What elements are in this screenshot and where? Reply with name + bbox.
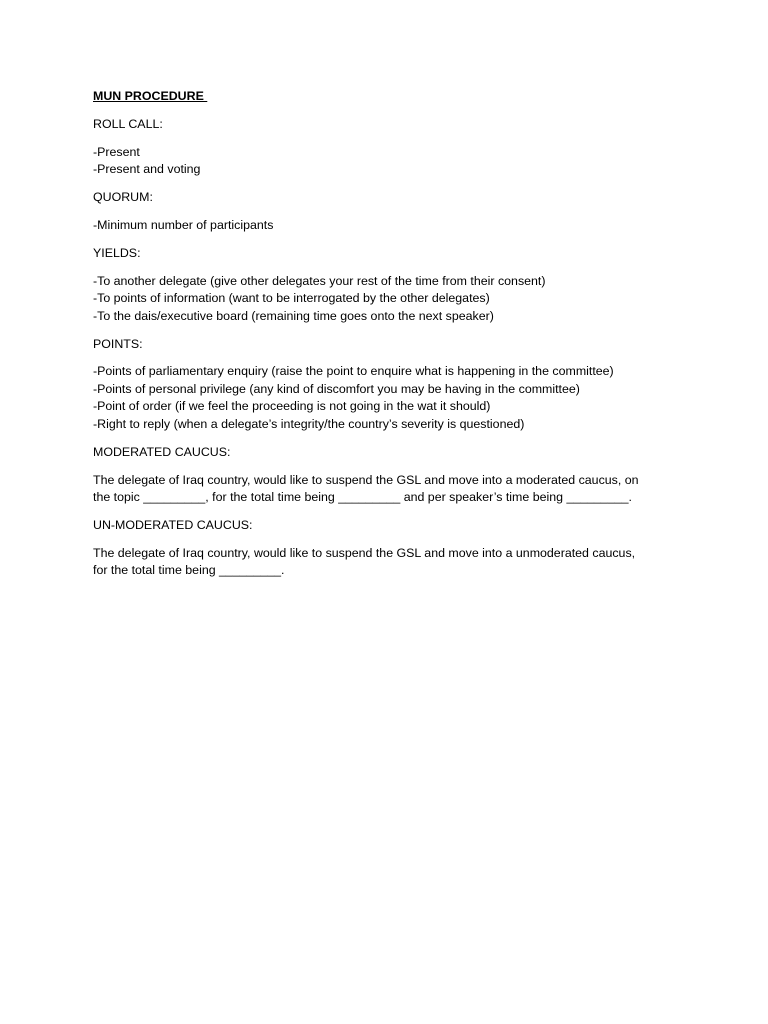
- section-heading-quorum: QUORUM:: [93, 190, 153, 205]
- section-heading-yields: YIELDS:: [93, 245, 141, 260]
- yields-list: [93, 273, 683, 325]
- quorum-list: [93, 217, 683, 234]
- document-page: [93, 88, 683, 590]
- roll-call-list: [93, 144, 683, 179]
- unmoderated-caucus-paragraph: [93, 545, 683, 580]
- paragraph-line: The delegate of Iraq country, would like to suspend the GSL and move into a moderated caucus, on: [93, 472, 639, 487]
- paragraph-line: The delegate of Iraq country, would like to suspend the GSL and move into a unmoderated caucus,: [93, 545, 636, 560]
- section-heading-moderated-caucus: MODERATED CAUCUS:: [93, 444, 231, 459]
- list-item: -Points of personal privilege (any kind of discomfort you may be having in the committee): [93, 381, 580, 396]
- paragraph-line: for the total time being _________.: [93, 563, 285, 578]
- section-heading-roll-call: ROLL CALL:: [93, 116, 163, 131]
- list-item: -To the dais/executive board (remaining time goes onto the next speaker): [93, 308, 494, 323]
- section-heading-points: POINTS:: [93, 336, 143, 351]
- list-item: -Right to reply (when a delegate’s integrity/the country’s severity is questioned): [93, 416, 525, 431]
- list-item: -Point of order (if we feel the proceeding is not going in the wat it should): [93, 399, 491, 414]
- paragraph-line: the topic _________, for the total time being _________ and per speaker’s time being _________.: [93, 489, 632, 504]
- list-item: -To another delegate (give other delegates your rest of the time from their consent): [93, 273, 546, 288]
- list-item: -To points of information (want to be interrogated by the other delegates): [93, 291, 490, 306]
- list-item: -Points of parliamentary enquiry (raise the point to enquire what is happening in the committee): [93, 364, 614, 379]
- list-item: -Present and voting: [93, 162, 201, 177]
- points-list: [93, 363, 683, 433]
- list-item: -Minimum number of participants: [93, 218, 274, 233]
- document-title: MUN PROCEDURE: [93, 89, 208, 103]
- moderated-caucus-paragraph: [93, 472, 683, 507]
- section-heading-unmoderated-caucus: UN-MODERATED CAUCUS:: [93, 517, 253, 532]
- list-item: -Present: [93, 144, 140, 159]
